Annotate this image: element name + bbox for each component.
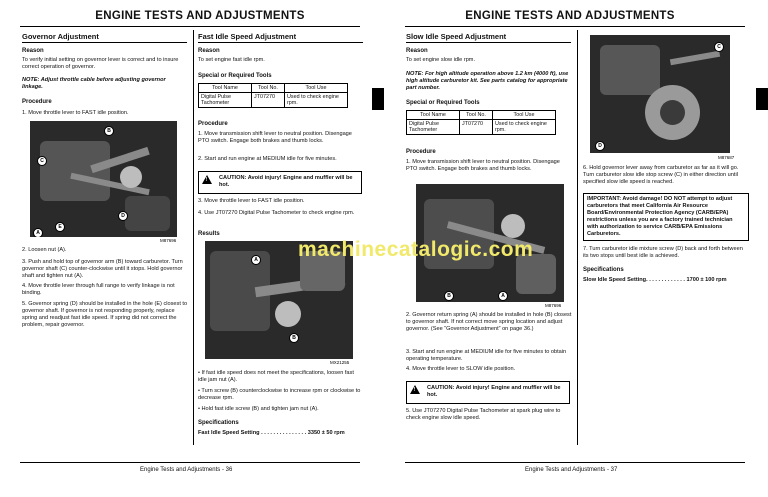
callout-e: E bbox=[55, 222, 65, 232]
fast-caution-text: CAUTION: Avoid injury! Engine and muffler will be hot. bbox=[219, 175, 353, 188]
slow-step-6: 6. Hold governor lever away from carburetor as far as it will go. Turn carburetor slow idle stop screw (C) in either direction until specified slow idle speed is reached. bbox=[583, 165, 739, 185]
fast-idle-title: Fast Idle Speed Adjustment bbox=[198, 32, 297, 41]
tools-col-name: Tool Name bbox=[407, 111, 460, 120]
callout-c: C bbox=[714, 42, 724, 52]
governor-step-5: 5. Governor spring (D) should be installed in the hole (E) closest to governor shaft. If governor is not responding properly, replace spring and readjust fast idle speed. If spring did not correct the problem, repair governor. bbox=[22, 301, 188, 328]
slow-step-7: 7. Turn carburetor idle mixture screw (D) back and forth between its two stops until best idle is achieved. bbox=[583, 246, 743, 259]
governor-note: NOTE: Adjust throttle cable before adjusting governor linkage. bbox=[22, 77, 166, 90]
governor-step-2: 2. Loosen nut (A). bbox=[22, 247, 67, 253]
governor-title-rule bbox=[22, 42, 187, 43]
governor-reason: To verify initial setting on governor lever is correct and to insure correct operation of governor. bbox=[22, 57, 179, 70]
slow-step-3: 3. Start and run engine at MEDIUM idle for five minutes to obtain operating temperature. bbox=[406, 349, 567, 362]
governor-step-3: 3. Push and hold top of governor arm (B) toward carburetor. Turn governor shaft (C) counter-clockwise until it stops. Hold governor shaft and tighten nut (A). bbox=[22, 259, 183, 279]
governor-step-1: 1. Move throttle lever to FAST idle position. bbox=[22, 110, 129, 116]
tool-no-cell: JT07270 bbox=[460, 120, 493, 135]
header-rule-left bbox=[20, 26, 360, 27]
fast-spec-heading: Specifications bbox=[198, 420, 239, 426]
callout-d: D bbox=[595, 141, 605, 151]
page-header-left: ENGINE TESTS AND ADJUSTMENTS bbox=[95, 10, 305, 22]
fast-results-heading: Results bbox=[198, 231, 220, 237]
fast-idle-title-rule bbox=[198, 42, 363, 43]
fast-procedure-heading: Procedure bbox=[198, 121, 228, 127]
fast-caution-box bbox=[198, 171, 362, 194]
slow-idle-title-rule bbox=[406, 42, 571, 43]
slow-idle-title: Slow Idle Speed Adjustment bbox=[406, 32, 507, 41]
governor-reason-heading: Reason bbox=[22, 48, 44, 54]
slow-tools-heading: Special or Required Tools bbox=[406, 100, 480, 106]
callout-b: B bbox=[104, 126, 114, 136]
page-footer-left: Engine Tests and Adjustments - 36 bbox=[140, 467, 233, 473]
fast-tools-table bbox=[198, 83, 348, 108]
governor-procedure-heading: Procedure bbox=[22, 99, 52, 105]
governor-title: Governor Adjustment bbox=[22, 32, 99, 41]
slow-caution-text: CAUTION: Avoid injury! Engine and muffler will be hot. bbox=[427, 385, 561, 398]
tool-use-cell: Used to check engine rpm. bbox=[493, 120, 556, 135]
fast-step-1: 1. Move transmission shift lever to neutral position. Disengage PTO switch. Engage both brakes and thumb locks. bbox=[198, 131, 352, 144]
callout-a: A bbox=[251, 255, 261, 265]
slow-note: NOTE: For high altitude operation above 1.2 km (4000 ft), use high altitude carburetor kit. See parts catalog for appropriate part number. bbox=[406, 71, 569, 91]
carburetor-photo-code: M87687 bbox=[718, 155, 735, 160]
tools-col-name: Tool Name bbox=[199, 84, 252, 93]
fast-tools-heading: Special or Required Tools bbox=[198, 73, 272, 79]
governor-photo-code: M87696 bbox=[160, 238, 177, 243]
tool-no-cell: JT07270 bbox=[252, 93, 285, 108]
slow-reason-heading: Reason bbox=[406, 48, 428, 54]
callout-d: D bbox=[118, 211, 128, 221]
warning-icon: ! bbox=[410, 385, 420, 394]
callout-a: A bbox=[498, 291, 508, 301]
callout-a: A bbox=[33, 228, 43, 237]
fast-reason: To set engine fast idle rpm. bbox=[198, 57, 265, 63]
header-rule-right bbox=[405, 26, 745, 27]
slow-step-2: 2. Governor return spring (A) should be installed in hole (B) closest to governor shaft. If not correct move spring location and adjust governor. (See “Governor Adjustment” on page 36.) bbox=[406, 312, 572, 332]
footer-rule-right bbox=[405, 462, 745, 463]
slow-step-4: 4. Move throttle lever to SLOW idle position. bbox=[406, 366, 516, 372]
fast-step-3: 3. Move throttle lever to FAST idle position. bbox=[198, 198, 305, 204]
slow-step-1: 1. Move transmission shift lever to neutral position. Disengage PTO switch. Engage both brakes and thumb locks. bbox=[406, 159, 560, 172]
page-header-right: ENGINE TESTS AND ADJUSTMENTS bbox=[465, 10, 675, 22]
slow-step-5: 5. Use JT07270 Digital Pulse Tachometer at spark plug wire to check engine slow idle speed. bbox=[406, 408, 561, 421]
tool-name-cell: Digital Pulse Tachometer bbox=[407, 120, 460, 135]
footer-rule-left bbox=[20, 462, 360, 463]
slow-tools-table bbox=[406, 110, 556, 135]
thumb-tab-right bbox=[756, 88, 768, 110]
tool-name-cell: Digital Pulse Tachometer bbox=[199, 93, 252, 108]
slow-reason: To set engine slow idle rpm. bbox=[406, 57, 476, 63]
warning-icon: ! bbox=[202, 175, 212, 184]
column-divider-left bbox=[193, 30, 194, 445]
tool-use-cell: Used to check engine rpm. bbox=[285, 93, 348, 108]
fast-photo-code: MX21255 bbox=[330, 360, 350, 365]
tools-col-no: Tool No. bbox=[252, 84, 285, 93]
important-notice-box: IMPORTANT: Avoid damage! DO NOT attempt to adjust carburetors that meet California Air Resource Board/Environmental Protection Agency (CARB/EPA) restrictions unless you are a factory trained technician with authorization to service CARB/EPA Emissions Carburetors. bbox=[583, 193, 749, 241]
tools-col-use: Tool Use bbox=[285, 84, 348, 93]
governor-photo bbox=[30, 121, 177, 237]
thumb-tab-left bbox=[372, 88, 384, 110]
tools-col-use: Tool Use bbox=[493, 111, 556, 120]
tools-col-no: Tool No. bbox=[460, 111, 493, 120]
fast-bullet-2: • Turn screw (B) counterclockwise to increase rpm or clockwise to decrease rpm. bbox=[198, 388, 361, 401]
fast-bullet-1: • If fast idle speed does not meet the specifications, loosen fast idle jam nut (A). bbox=[198, 370, 354, 383]
slow-procedure-heading: Procedure bbox=[406, 149, 436, 155]
page-footer-right: Engine Tests and Adjustments - 37 bbox=[525, 467, 618, 473]
column-divider-right bbox=[577, 30, 578, 445]
fast-step-4: 4. Use JT07270 Digital Pulse Tachometer to check engine rpm. bbox=[198, 210, 355, 216]
carburetor-photo bbox=[590, 35, 730, 153]
slow-spec-value: Slow Idle Speed Setting. . . . . . . . . . . . . 1700 ± 100 rpm bbox=[583, 277, 727, 283]
callout-c: C bbox=[37, 156, 47, 166]
fast-reason-heading: Reason bbox=[198, 48, 220, 54]
callout-b: B bbox=[289, 333, 299, 343]
watermark-text: machinecatalogic.com bbox=[298, 238, 534, 261]
slow-photo-code: M87696 bbox=[545, 303, 562, 308]
fast-bullet-3: • Hold fast idle screw (B) and tighten jam nut (A). bbox=[198, 406, 319, 412]
fast-spec-value: Fast Idle Speed Setting . . . . . . . . . . . . . . . 3350 ± 50 rpm bbox=[198, 430, 345, 436]
governor-step-4: 4. Move throttle lever through full range to verify linkage is not binding. bbox=[22, 283, 175, 296]
slow-caution-box bbox=[406, 381, 570, 404]
callout-b: B bbox=[444, 291, 454, 301]
slow-spec-heading: Specifications bbox=[583, 267, 624, 273]
fast-step-2: 2. Start and run engine at MEDIUM idle for five minutes. bbox=[198, 156, 337, 162]
